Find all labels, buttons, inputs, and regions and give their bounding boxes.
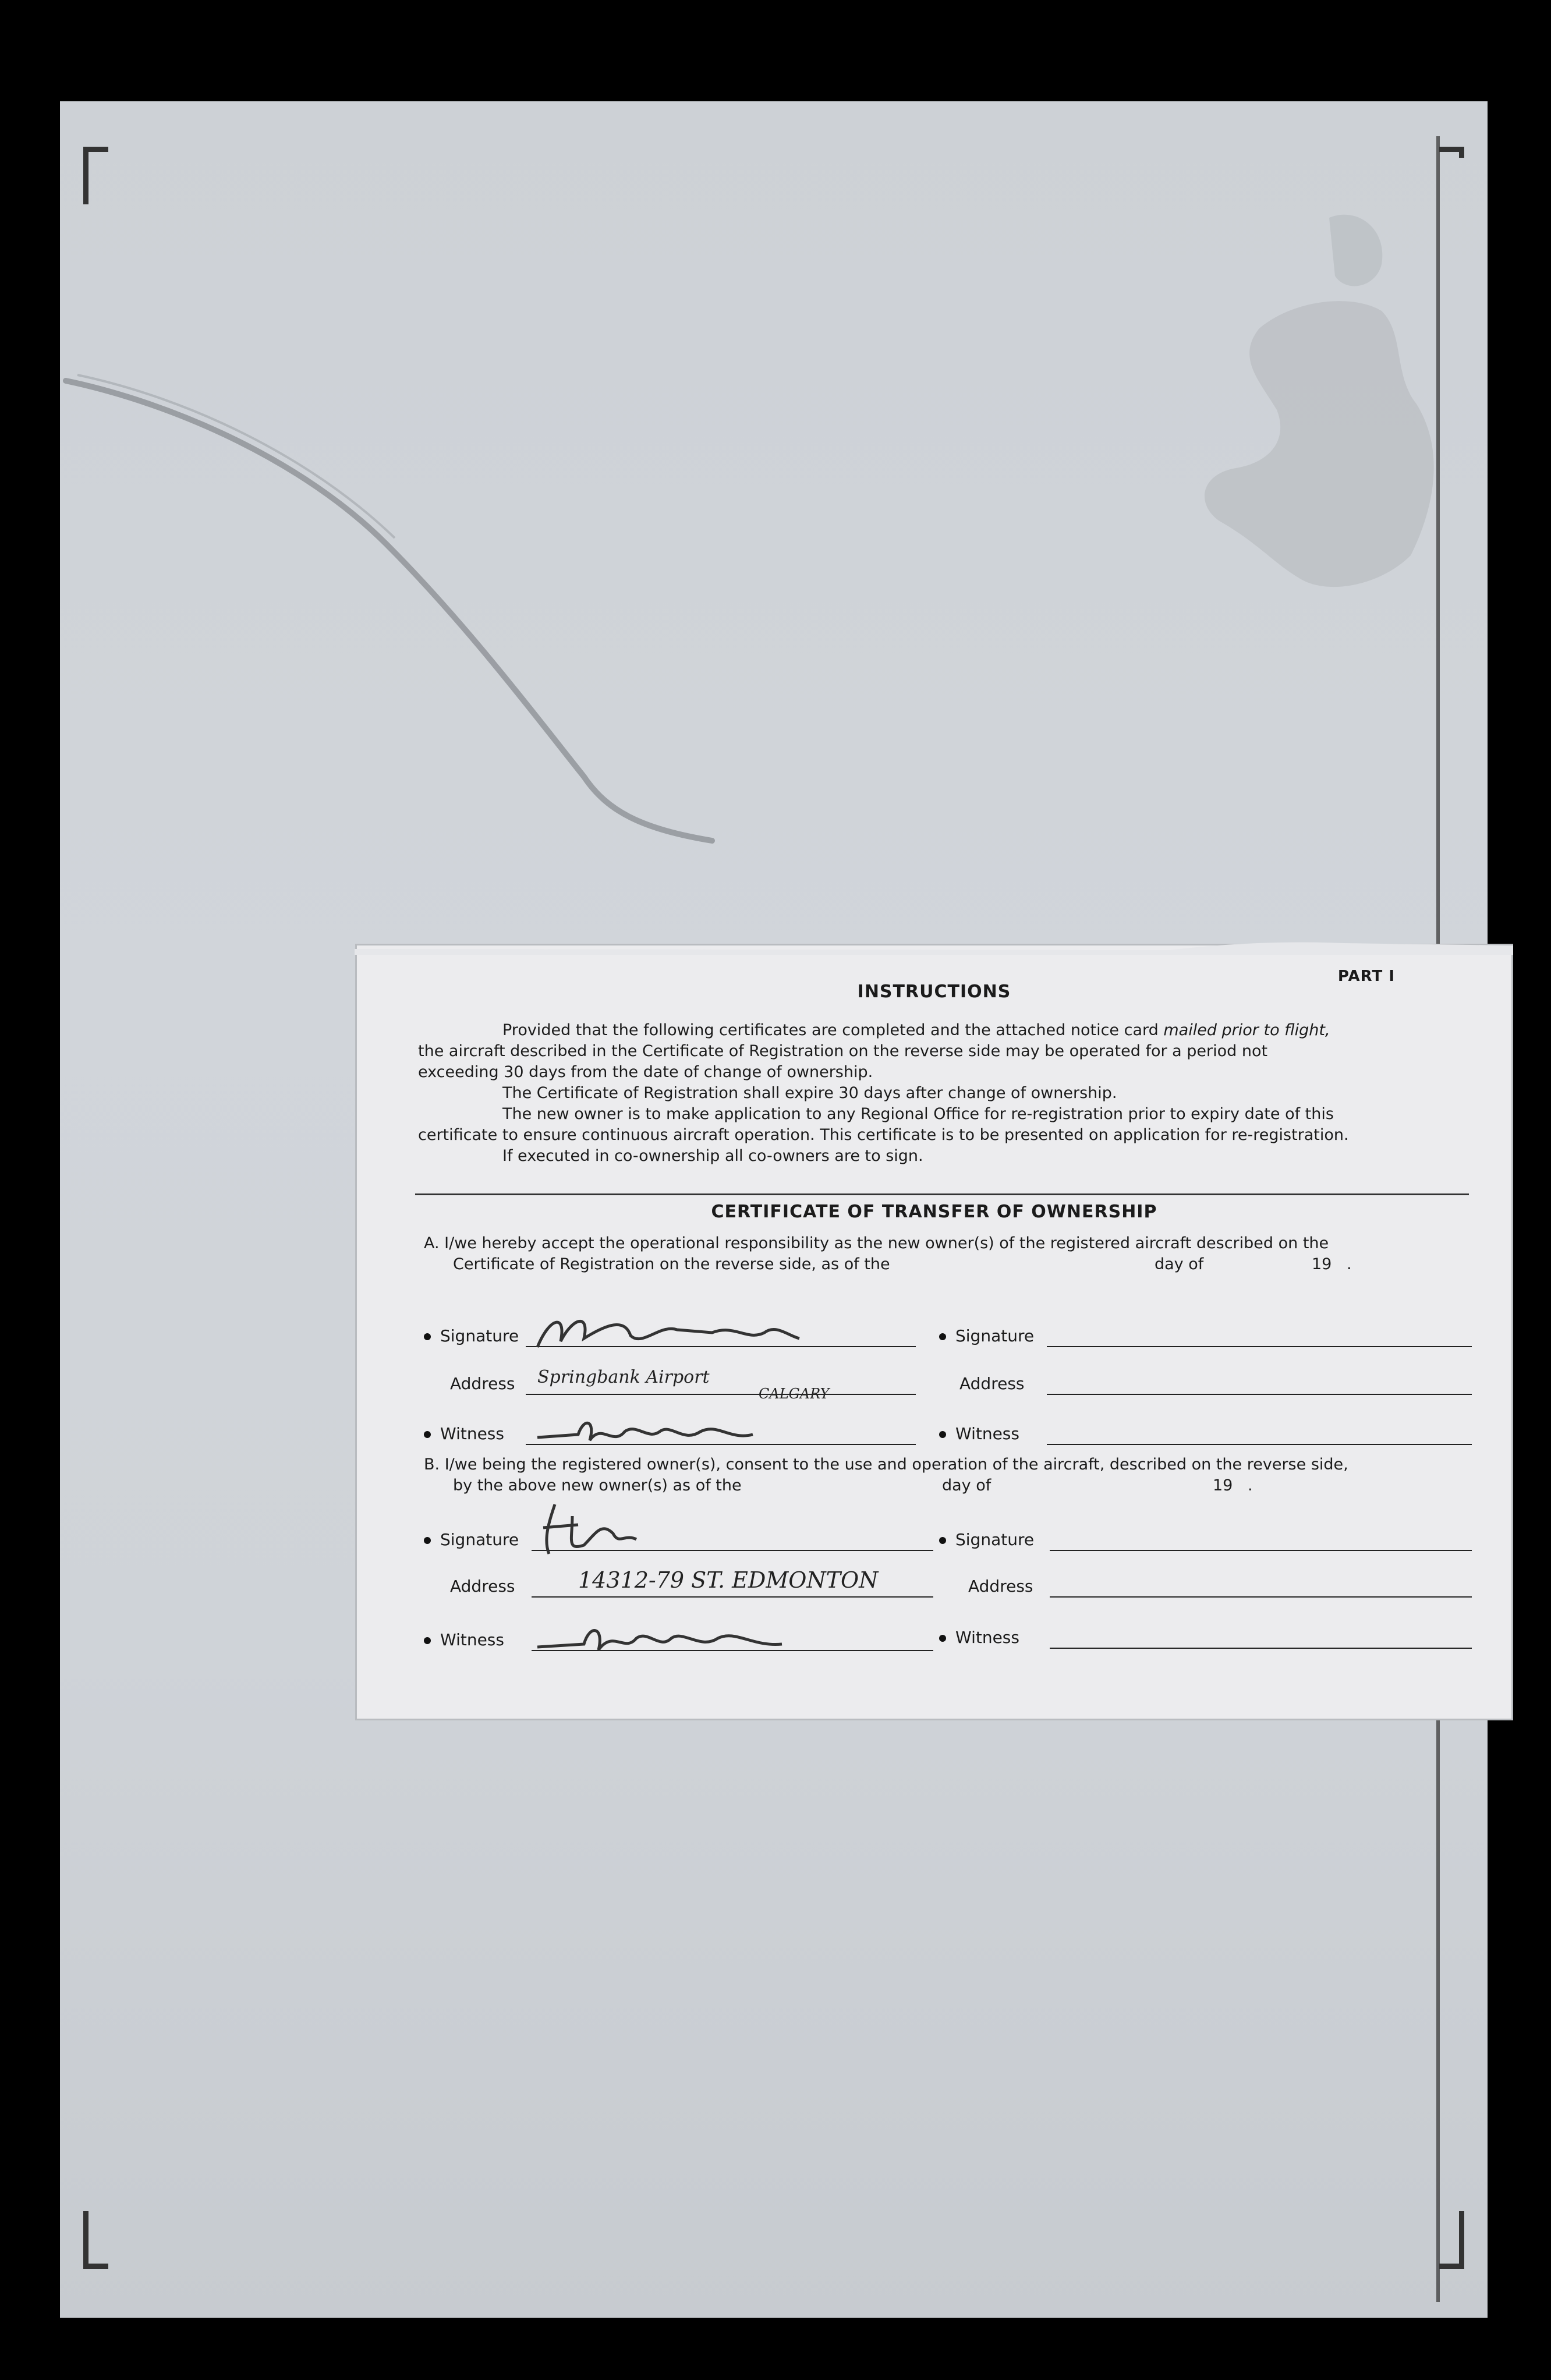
section-a-address-line[interactable] bbox=[526, 1394, 916, 1395]
section-b-witness-handwritten bbox=[532, 1615, 799, 1656]
section-a-signature-row: Signature bbox=[424, 1326, 519, 1345]
crop-mark-bottom-right bbox=[1439, 2211, 1464, 2269]
section-b-text: B. I/we being the registered owner(s), consent to the use and operation of the aircraft, described on the reverse side, bbox=[424, 1455, 1348, 1474]
instructions-line: If executed in co-ownership all co-owners are to sign. bbox=[502, 1147, 923, 1165]
section-b-address-handwritten: 14312-79 ST. EDMONTON bbox=[578, 1567, 879, 1593]
crop-mark-bottom-left bbox=[83, 2211, 108, 2269]
section-a-text: A. I/we hereby accept the operational responsibility as the new owner(s) of the registered aircraft described on the bbox=[424, 1234, 1329, 1252]
section-a-year-prefix: 19 bbox=[1312, 1255, 1332, 1273]
instructions-line: The new owner is to make application to any Regional Office for re-registration prior to expiry date of this bbox=[502, 1105, 1334, 1123]
section-b-address-line[interactable] bbox=[532, 1596, 933, 1598]
section-a-witness-handwritten bbox=[532, 1411, 776, 1452]
section-a-address-label: Address bbox=[450, 1374, 515, 1393]
section-a-witness2-row: Witness bbox=[939, 1424, 1019, 1443]
instructions-line: Provided that the following certificates are completed and the attached notice card mailed prior to flight, bbox=[502, 1021, 1330, 1039]
section-a-address-handwritten: CALGARY bbox=[759, 1386, 830, 1402]
section-b-signature-handwritten bbox=[532, 1499, 683, 1563]
section-b-signature-row: Signature bbox=[424, 1530, 519, 1549]
section-a-year-dot: . bbox=[1347, 1255, 1352, 1273]
bullet-icon bbox=[424, 1637, 431, 1644]
section-b-address2-line[interactable] bbox=[1050, 1596, 1472, 1598]
instructions-heading: INSTRUCTIONS bbox=[857, 982, 1011, 1002]
section-a-witness-row: Witness bbox=[424, 1424, 504, 1443]
section-b-signature2-line[interactable] bbox=[1050, 1550, 1472, 1551]
section-b-year-prefix: 19 bbox=[1213, 1476, 1233, 1494]
document-sheet bbox=[60, 101, 1488, 2318]
section-b-signature2-row: Signature bbox=[939, 1530, 1034, 1549]
instructions-line: The Certificate of Registration shall expire 30 days after change of ownership. bbox=[502, 1084, 1117, 1102]
section-b-address-label: Address bbox=[450, 1577, 515, 1596]
section-b-address2-label: Address bbox=[968, 1577, 1033, 1596]
section-a-day-of: day of bbox=[1155, 1255, 1204, 1273]
instructions-line: certificate to ensure continuous aircraft operation. This certificate is to be presented on application for re-registration. bbox=[418, 1126, 1349, 1144]
section-b-day-of: day of bbox=[942, 1476, 991, 1494]
card-torn-edge bbox=[355, 937, 1513, 955]
section-b-text: by the above new owner(s) as of the bbox=[453, 1476, 742, 1494]
part-label: PART I bbox=[1337, 968, 1395, 985]
paper-stain bbox=[60, 101, 1488, 916]
section-divider bbox=[415, 1193, 1469, 1195]
bullet-icon bbox=[424, 1333, 431, 1340]
bullet-icon bbox=[939, 1333, 946, 1340]
section-b-witness-row: Witness bbox=[424, 1630, 504, 1649]
section-a-signature2-line[interactable] bbox=[1047, 1346, 1472, 1347]
transfer-of-ownership-card bbox=[357, 945, 1511, 1719]
section-a-address-handwritten: Springbank Airport bbox=[537, 1367, 710, 1387]
bullet-icon bbox=[424, 1537, 431, 1544]
bullet-icon bbox=[424, 1431, 431, 1438]
section-a-address2-line[interactable] bbox=[1047, 1394, 1472, 1395]
section-b-year-dot: . bbox=[1248, 1476, 1253, 1494]
section-a-address2-label: Address bbox=[959, 1374, 1025, 1393]
bullet-icon bbox=[939, 1635, 946, 1642]
instructions-line: the aircraft described in the Certificate of Registration on the reverse side may be operated for a period not bbox=[418, 1042, 1268, 1060]
certificate-heading: CERTIFICATE OF TRANSFER OF OWNERSHIP bbox=[711, 1202, 1157, 1222]
section-a-signature-handwritten bbox=[526, 1306, 875, 1359]
section-a-text: Certificate of Registration on the reverse side, as of the bbox=[453, 1255, 890, 1273]
section-a-signature2-row: Signature bbox=[939, 1326, 1034, 1345]
section-b-witness2-line[interactable] bbox=[1050, 1648, 1472, 1649]
bullet-icon bbox=[939, 1537, 946, 1544]
section-a-witness2-line[interactable] bbox=[1047, 1444, 1472, 1445]
instructions-line: exceeding 30 days from the date of change of ownership. bbox=[418, 1063, 873, 1081]
section-b-witness2-row: Witness bbox=[939, 1628, 1019, 1647]
bullet-icon bbox=[939, 1431, 946, 1438]
